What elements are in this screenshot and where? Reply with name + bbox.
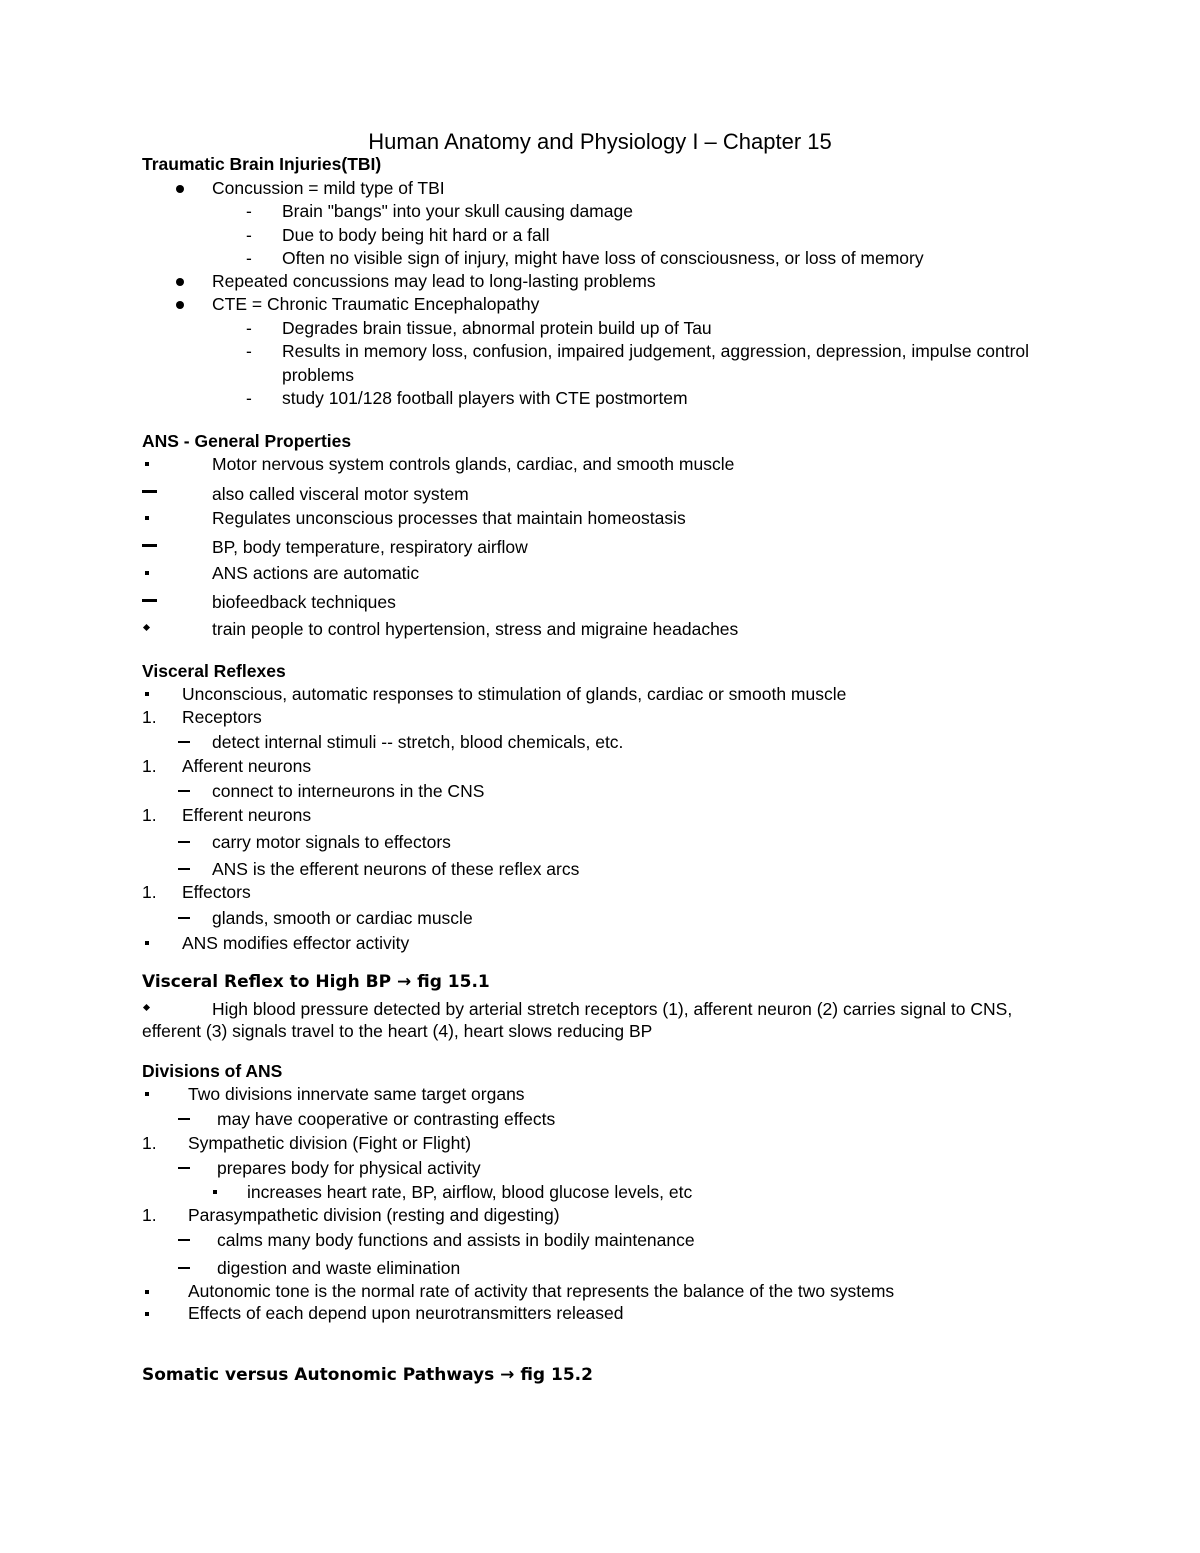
- bullet-dash: [178, 790, 190, 792]
- section-heading-pathways: Somatic versus Autonomic Pathways → fig 15.2: [142, 1365, 593, 1385]
- list-item: Due to body being hit hard or a fall: [282, 225, 550, 245]
- list-item: Effects of each depend upon neurotransmitters released: [188, 1303, 624, 1323]
- list-item: also called visceral motor system: [212, 484, 469, 504]
- bullet-dot: [176, 278, 184, 286]
- hyphen-marker: -: [246, 225, 252, 245]
- list-item: Repeated concussions may lead to long-lasting problems: [212, 271, 656, 291]
- bullet-dash: [142, 490, 157, 493]
- list-item: Results in memory loss, confusion, impaired judgement, aggression, depression, impulse control: [282, 341, 1030, 361]
- list-item: High blood pressure detected by arterial stretch receptors (1), afferent neuron (2) carries signal to CNS,: [212, 999, 1013, 1019]
- hyphen-marker: -: [246, 341, 252, 361]
- list-item: carry motor signals to effectors: [212, 832, 451, 852]
- page-title: Human Anatomy and Physiology I – Chapter 15: [368, 129, 832, 154]
- list-item: Receptors: [182, 707, 262, 727]
- bullet-dot: [176, 185, 184, 193]
- list-item: Degrades brain tissue, abnormal protein build up of Tau: [282, 318, 712, 338]
- bullet-square: [145, 941, 149, 945]
- list-number: 1.: [142, 756, 157, 776]
- bullet-dash: [178, 1239, 190, 1241]
- hyphen-marker: -: [246, 201, 252, 221]
- list-item: Brain "bangs" into your skull causing damage: [282, 201, 633, 221]
- list-item: train people to control hypertension, stress and migraine headaches: [212, 619, 739, 639]
- bullet-dash: [142, 599, 157, 602]
- bullet-dash: [178, 741, 190, 743]
- list-item: Unconscious, automatic responses to stimulation of glands, cardiac or smooth muscle: [182, 684, 847, 704]
- list-item: ANS actions are automatic: [212, 563, 420, 583]
- list-item: digestion and waste elimination: [217, 1258, 461, 1278]
- bullet-dash: [178, 1267, 190, 1269]
- list-number: 1.: [142, 1133, 157, 1153]
- list-item: increases heart rate, BP, airflow, blood glucose levels, etc: [247, 1182, 693, 1202]
- bullet-dash: [178, 868, 190, 870]
- bullet-diamond: [143, 1004, 150, 1011]
- list-item: Effectors: [182, 882, 251, 902]
- hyphen-marker: -: [246, 248, 252, 268]
- section-heading-divisions: Divisions of ANS: [142, 1061, 283, 1081]
- bullet-square: [145, 1290, 149, 1294]
- bullet-dash: [178, 1118, 190, 1120]
- list-number: 1.: [142, 882, 157, 902]
- list-number: 1.: [142, 707, 157, 727]
- list-item: ANS is the efferent neurons of these reflex arcs: [212, 859, 580, 879]
- section-heading-visceral-reflexes: Visceral Reflexes: [142, 661, 286, 681]
- list-item: study 101/128 football players with CTE postmortem: [282, 388, 688, 408]
- bullet-square: [145, 462, 149, 466]
- bullet-square: [145, 692, 149, 696]
- bullet-dash: [178, 1167, 190, 1169]
- list-item: BP, body temperature, respiratory airflow: [212, 537, 528, 557]
- section-heading-high-bp: Visceral Reflex to High BP → fig 15.1: [142, 972, 490, 992]
- list-item: Autonomic tone is the normal rate of activity that represents the balance of the two systems: [188, 1281, 895, 1301]
- list-item: Parasympathetic division (resting and digesting): [188, 1205, 560, 1225]
- list-item: Afferent neurons: [182, 756, 312, 776]
- list-item: prepares body for physical activity: [217, 1158, 481, 1178]
- bullet-dash: [142, 544, 157, 547]
- list-item: may have cooperative or contrasting effects: [217, 1109, 556, 1129]
- list-item: glands, smooth or cardiac muscle: [212, 908, 473, 928]
- list-item: Two divisions innervate same target organs: [188, 1084, 525, 1104]
- hyphen-marker: -: [246, 318, 252, 338]
- list-item: Concussion = mild type of TBI: [212, 178, 445, 198]
- list-item: Sympathetic division (Fight or Flight): [188, 1133, 472, 1153]
- hyphen-marker: -: [246, 388, 252, 408]
- list-number: 1.: [142, 805, 157, 825]
- list-item: Motor nervous system controls glands, cardiac, and smooth muscle: [212, 454, 735, 474]
- list-item: connect to interneurons in the CNS: [212, 781, 485, 801]
- bullet-square: [145, 1092, 149, 1096]
- list-item: calms many body functions and assists in bodily maintenance: [217, 1230, 695, 1250]
- list-item-continuation: efferent (3) signals travel to the heart (4), heart slows reducing BP: [142, 1021, 653, 1041]
- bullet-square: [145, 1312, 149, 1316]
- list-item: Often no visible sign of injury, might have loss of consciousness, or loss of memory: [282, 248, 924, 268]
- bullet-square: [145, 571, 149, 575]
- list-item-continuation: problems: [282, 365, 354, 385]
- list-number: 1.: [142, 1205, 157, 1225]
- bullet-square: [213, 1190, 217, 1194]
- bullet-dot: [176, 301, 184, 309]
- list-item: CTE = Chronic Traumatic Encephalopathy: [212, 294, 540, 314]
- bullet-square: [145, 516, 149, 520]
- bullet-dash: [178, 917, 190, 919]
- list-item: detect internal stimuli -- stretch, blood chemicals, etc.: [212, 732, 624, 752]
- section-heading-tbi: Traumatic Brain Injuries(TBI): [142, 154, 382, 174]
- bullet-dash: [178, 841, 190, 843]
- list-item: Efferent neurons: [182, 805, 312, 825]
- list-item: Regulates unconscious processes that maintain homeostasis: [212, 508, 686, 528]
- section-heading-ans: ANS - General Properties: [142, 431, 352, 451]
- bullet-diamond: [143, 624, 150, 631]
- list-item: ANS modifies effector activity: [182, 933, 410, 953]
- list-item: biofeedback techniques: [212, 592, 396, 612]
